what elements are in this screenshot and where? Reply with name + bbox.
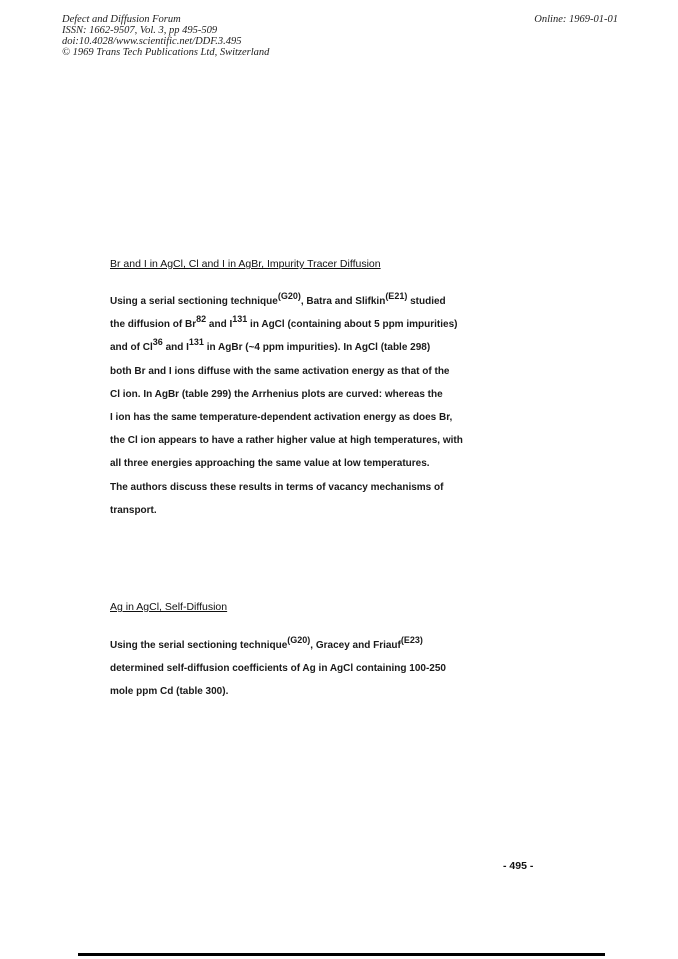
page-number: - 495 - [503, 860, 534, 872]
issn-line: ISSN: 1662-9507, Vol. 3, pp 495-509 [62, 25, 218, 36]
text-line: Using the serial sectioning technique$^{(G20)}$, Gracey and Friauf$^{(E23)}$ [110, 634, 423, 651]
text-line: determined self-diffusion coefficients of Ag in AgCl containing 100-250 [110, 663, 446, 675]
journal-name: Defect and Diffusion Forum [62, 14, 181, 25]
text-line: and of Cl$^{36}$ and $I^{131}$ in AgBr (~4 ppm impurities). In AgCl (table 298) [110, 337, 431, 354]
section-title-self-diffusion: Ag in AgCl, Self-Diffusion [110, 601, 228, 613]
section-title-impurity-diffusion: Br and I in AgCl, Cl and I in AgBr, Impurity Tracer Diffusion [110, 258, 381, 270]
paragraph-self-diffusion [110, 634, 446, 704]
text-line: I ion has the same temperature-dependent activation energy as does Br, [110, 411, 453, 423]
text-line: Cl ion. In AgBr (table 299) the Arrhenius plots are curved: whereas the [110, 388, 443, 400]
online-date: Online: 1969-01-01 [534, 14, 618, 25]
text-line: the Cl ion appears to have a rather higher value at high temperatures, with [110, 435, 463, 447]
copyright-line: © 1969 Trans Tech Publications Ltd, Switzerland [62, 47, 270, 58]
text-line: Using a serial sectioning technique$^{(G20)}$, Batra and Slifkin$^{(E21)}$ studied [110, 290, 446, 307]
text-line: The authors discuss these results in terms of vacancy mechanisms of [110, 481, 444, 493]
doi-line: doi:10.4028/www.scientific.net/DDF.3.495 [62, 36, 242, 47]
text-line: mole ppm Cd (table 300). [110, 686, 229, 698]
text-line: all three energies approaching the same value at low temperatures. [110, 458, 430, 470]
text-line: the diffusion of Br$^{82}$ and $I^{131}$ in AgCl (containing about 5 ppm impurities) [110, 313, 458, 331]
text-line: both Br and I ions diffuse with the same activation energy as that of the [110, 365, 450, 377]
bottom-rule [78, 953, 605, 956]
text-line: transport. [110, 504, 157, 516]
journal-header [62, 14, 618, 58]
paragraph-impurity-diffusion [110, 290, 463, 522]
